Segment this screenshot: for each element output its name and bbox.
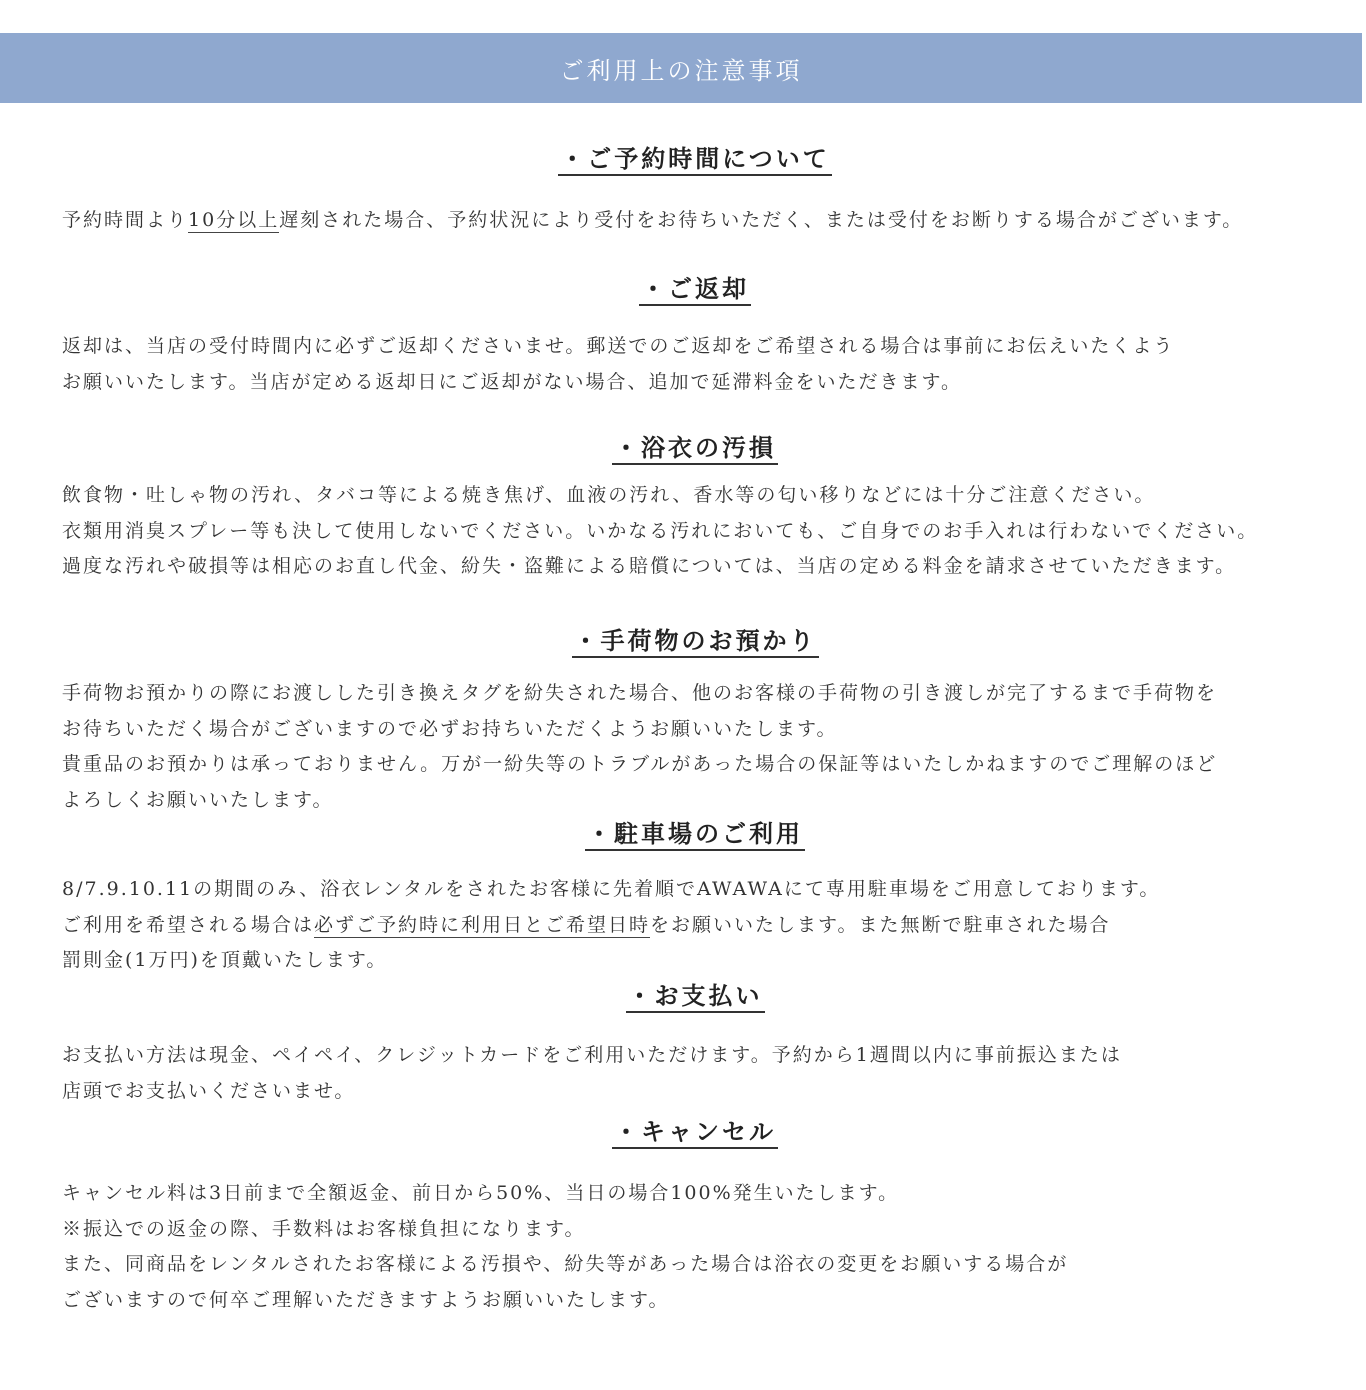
section-body-parking <box>62 872 1352 979</box>
paragraph-line: 8/7.9.10.11の期間のみ、浴衣レンタルをされたお客様に先着順でAWAWAにて専用駐車場をご用意しております。 <box>62 878 1161 900</box>
paragraph-line: お支払い方法は現金、ペイペイ、クレジットカードをご利用いただけます。予約から1週間以内に事前振込または <box>62 1044 1122 1066</box>
section-heading-cancel <box>0 1115 1366 1149</box>
section-heading-luggage-text: ・手荷物のお預かり <box>572 626 819 658</box>
section-body-reservation-time <box>62 203 1352 239</box>
section-body-return <box>62 329 1352 400</box>
section-heading-yukata-damage-text: ・浴衣の汚損 <box>612 433 778 465</box>
section-body-luggage <box>62 676 1352 818</box>
section-heading-parking <box>0 817 1366 851</box>
section-heading-luggage <box>0 624 1366 658</box>
section-heading-cancel-text: ・キャンセル <box>612 1117 778 1149</box>
underlined-text: 必ずご予約時に利用日とご希望日時 <box>314 913 651 936</box>
paragraph-line: 店頭でお支払いくださいませ。 <box>62 1079 356 1102</box>
paragraph-line: また、同商品をレンタルされたお客様による汚損や、紛失等があった場合は浴衣の変更をお願いする場合が <box>62 1253 1069 1275</box>
paragraph-line: お願いいたします。当店が定める返却日にご返却がない場合、追加で延滞料金をいただきます。 <box>62 370 962 393</box>
paragraph-line: 罰則金(1万円)を頂戴いたします。 <box>62 949 388 971</box>
paragraph-line: 手荷物お預かりの際にお渡しした引き換えタグを紛失された場合、他のお客様の手荷物の引き渡しが完了するまで手荷物を <box>62 682 1218 704</box>
section-body-yukata-damage <box>62 478 1352 585</box>
section-heading-parking-text: ・駐車場のご利用 <box>585 819 805 851</box>
paragraph-line: 過度な汚れや破損等は相応のお直し代金、紛失・盗難による賠償については、当店の定める料金を請求させていただきます。 <box>62 555 1237 577</box>
section-body-cancel <box>62 1176 1352 1318</box>
paragraph-line: お待ちいただく場合がございますので必ずお持ちいただくようお願いいたします。 <box>62 717 838 740</box>
section-heading-payment-text: ・お支払い <box>626 981 765 1013</box>
section-heading-return <box>0 272 1366 306</box>
paragraph-line: ございますので何卒ご理解いただきますようお願いいたします。 <box>62 1288 670 1311</box>
page-title: ご利用上の注意事項 <box>559 56 803 85</box>
paragraph-line: 返却は、当店の受付時間内に必ずご返却くださいませ。郵送でのご返却をご希望される場合は事前にお伝えいたくよう <box>62 335 1175 357</box>
paragraph-line: よろしくお願いいたします。 <box>62 788 334 811</box>
paragraph-line: キャンセル料は3日前まで全額返金、前日から50%、当日の場合100%発生いたします。 <box>62 1182 900 1204</box>
section-heading-reservation-time <box>0 142 1366 176</box>
section-heading-reservation-time-text: ・ご予約時間について <box>558 144 832 176</box>
section-body-payment <box>62 1038 1352 1109</box>
page-title-banner <box>0 33 1362 103</box>
paragraph-line: 飲食物・吐しゃ物の汚れ、タバコ等による焼き焦げ、血液の汚れ、香水等の匂い移りなどには十分ご注意ください。 <box>62 484 1156 506</box>
section-heading-return-text: ・ご返却 <box>639 274 751 306</box>
paragraph-line: ※振込での返金の際、手数料はお客様負担になります。 <box>62 1217 586 1240</box>
section-heading-payment <box>0 979 1366 1013</box>
paragraph-line: 貴重品のお預かりは承っておりません。万が一紛失等のトラブルがあった場合の保証等はいたしかねますのでご理解のほど <box>62 753 1218 775</box>
underlined-text: 10分以上 <box>188 209 280 231</box>
paragraph-line: ご利用を希望される場合は必ずご予約時に利用日とご希望日時をお願いいたします。また無断で駐車された場合 <box>62 913 1111 936</box>
paragraph-line: 予約時間より10分以上遅刻された場合、予約状況により受付をお待ちいただく、または受付をお断りする場合がございます。 <box>62 209 1244 231</box>
paragraph-line: 衣類用消臭スプレー等も決して使用しないでください。いかなる汚れにおいても、ご自身でのお手入れは行わないでください。 <box>62 519 1259 542</box>
section-heading-yukata-damage <box>0 431 1366 465</box>
